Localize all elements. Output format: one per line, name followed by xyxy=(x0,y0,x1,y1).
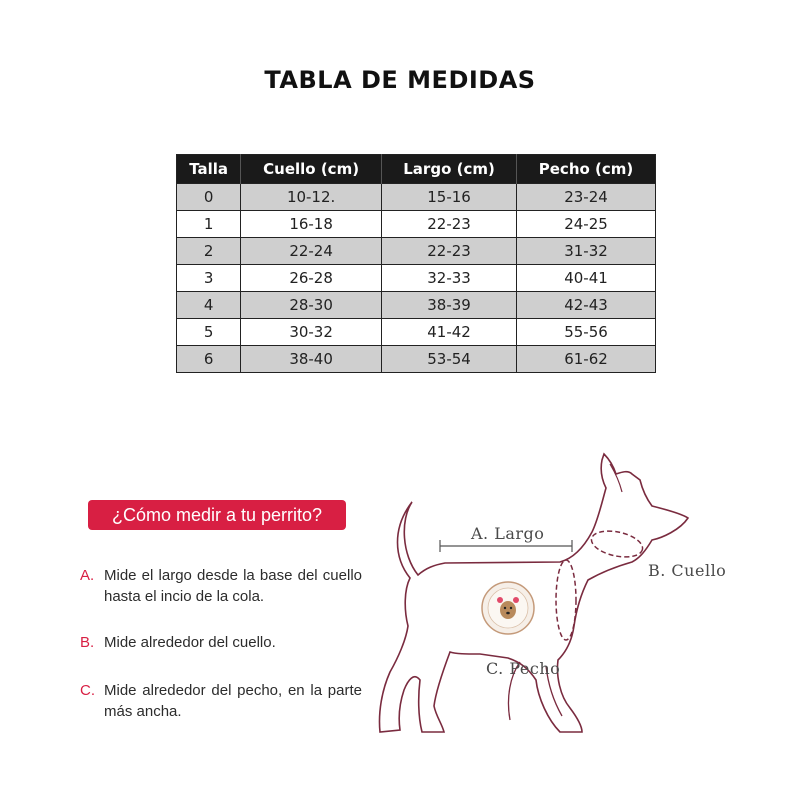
cell-pecho: 61-62 xyxy=(517,346,656,373)
header-pecho: Pecho (cm) xyxy=(517,155,656,184)
step-text: Mide alrededor del pecho, en la parte más ancha. xyxy=(104,682,362,720)
table-row xyxy=(177,319,656,346)
step-letter: C. xyxy=(80,682,95,699)
cell-talla: 2 xyxy=(177,238,241,265)
cell-cuello: 22-24 xyxy=(241,238,382,265)
header-largo: Largo (cm) xyxy=(382,155,517,184)
label-largo: A. Largo xyxy=(471,524,545,543)
dog-outline xyxy=(379,454,688,732)
table-row xyxy=(177,238,656,265)
howto-heading: ¿Cómo medir a tu perrito? xyxy=(88,500,346,530)
cell-cuello: 16-18 xyxy=(241,211,382,238)
table-row xyxy=(177,184,656,211)
cell-pecho: 23-24 xyxy=(517,184,656,211)
table-header-row xyxy=(177,155,656,184)
cell-cuello: 38-40 xyxy=(241,346,382,373)
step-text: Mide el largo desde la base del cuello hasta el incio de la cola. xyxy=(104,567,362,605)
cell-largo: 32-33 xyxy=(382,265,517,292)
table-row xyxy=(177,211,656,238)
cell-pecho: 40-41 xyxy=(517,265,656,292)
step-c xyxy=(80,680,362,722)
cell-pecho: 24-25 xyxy=(517,211,656,238)
step-letter: B. xyxy=(80,634,95,651)
cell-largo: 15-16 xyxy=(382,184,517,211)
cell-talla: 5 xyxy=(177,319,241,346)
cell-pecho: 31-32 xyxy=(517,238,656,265)
brand-seal-logo xyxy=(482,582,534,634)
cell-largo: 53-54 xyxy=(382,346,517,373)
cell-largo: 38-39 xyxy=(382,292,517,319)
header-cuello: Cuello (cm) xyxy=(241,155,382,184)
cell-cuello: 26-28 xyxy=(241,265,382,292)
cell-largo: 22-23 xyxy=(382,238,517,265)
table-row xyxy=(177,265,656,292)
cell-talla: 4 xyxy=(177,292,241,319)
cuello-ring xyxy=(589,527,645,561)
cell-talla: 0 xyxy=(177,184,241,211)
cell-talla: 3 xyxy=(177,265,241,292)
cell-pecho: 55-56 xyxy=(517,319,656,346)
header-talla: Talla xyxy=(177,155,241,184)
step-b xyxy=(80,632,362,653)
table-row xyxy=(177,346,656,373)
label-pecho: C. Pecho xyxy=(486,659,561,678)
cell-talla: 1 xyxy=(177,211,241,238)
table-row xyxy=(177,292,656,319)
page-title: TABLA DE MEDIDAS xyxy=(264,66,536,94)
cell-cuello: 30-32 xyxy=(241,319,382,346)
cell-talla: 6 xyxy=(177,346,241,373)
cell-largo: 22-23 xyxy=(382,211,517,238)
step-a xyxy=(80,565,362,607)
size-table xyxy=(176,154,656,373)
ear-contour xyxy=(610,464,622,492)
step-text: Mide alrededor del cuello. xyxy=(104,634,276,651)
cell-pecho: 42-43 xyxy=(517,292,656,319)
cell-cuello: 10-12. xyxy=(241,184,382,211)
pecho-ring xyxy=(556,560,576,640)
label-cuello: B. Cuello xyxy=(648,561,727,580)
cell-largo: 41-42 xyxy=(382,319,517,346)
step-letter: A. xyxy=(80,567,95,584)
cell-cuello: 28-30 xyxy=(241,292,382,319)
dog-measure-diagram xyxy=(370,440,750,750)
